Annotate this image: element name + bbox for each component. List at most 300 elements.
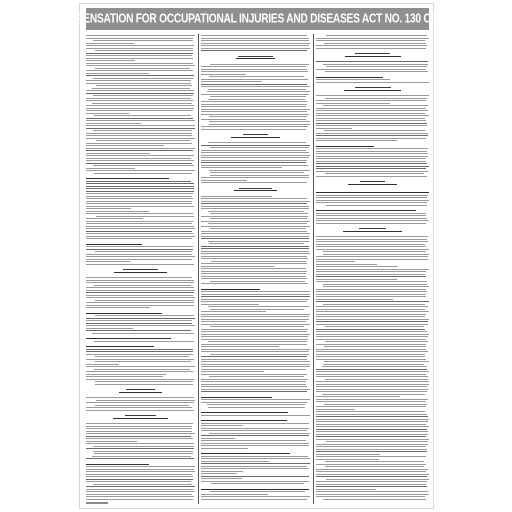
fine-print-line <box>209 76 304 77</box>
fine-print-line <box>316 451 427 452</box>
fine-print-line <box>316 476 427 477</box>
fine-print-line <box>86 80 191 81</box>
fine-print-line <box>86 280 194 281</box>
fine-print-line <box>210 64 309 65</box>
fine-print-line <box>316 414 427 415</box>
fine-print-line <box>94 115 191 116</box>
fine-print-line <box>316 120 426 121</box>
fine-print-line <box>316 406 426 407</box>
fine-print-line <box>316 220 429 221</box>
text-column-2 <box>201 34 310 502</box>
fine-print-line <box>86 297 195 298</box>
fine-print-line <box>316 399 428 400</box>
column-divider <box>198 34 199 504</box>
fine-print-line <box>201 324 310 325</box>
fine-print-line <box>316 148 428 149</box>
fine-print-line <box>316 100 426 101</box>
fine-print-line <box>201 496 310 497</box>
fine-print-line <box>86 221 193 222</box>
fine-print-line <box>86 330 191 331</box>
fine-print-line <box>323 499 426 500</box>
fine-print-line <box>201 314 310 315</box>
fine-print-line <box>201 371 264 372</box>
fine-print-line <box>208 211 305 212</box>
fine-print-line <box>316 431 428 432</box>
fine-print-line <box>209 243 304 244</box>
fine-print-line <box>316 486 427 487</box>
fine-print-line <box>201 428 309 429</box>
fine-print-line <box>316 291 427 292</box>
fine-print-line <box>323 64 428 65</box>
fine-print-line <box>325 341 428 342</box>
fine-print-line <box>239 188 271 189</box>
fine-print-line <box>201 402 307 403</box>
fine-print-line <box>207 404 305 405</box>
fine-print-line <box>86 499 193 500</box>
fine-print-line <box>86 236 195 237</box>
fine-print-line <box>86 123 141 124</box>
fine-print-line <box>201 448 248 449</box>
fine-print-line <box>86 158 191 159</box>
fine-print-line <box>86 354 193 355</box>
fine-print-line <box>86 213 193 214</box>
fine-print-line <box>86 287 194 288</box>
fine-print-line <box>96 400 195 401</box>
fine-print-line <box>95 356 190 357</box>
fine-print-line <box>325 461 424 462</box>
fine-print-line <box>92 103 192 104</box>
fine-print-line <box>316 161 426 162</box>
fine-print-line <box>323 254 429 255</box>
fine-print-line <box>208 306 309 307</box>
fine-print-line <box>86 90 194 91</box>
fine-print-line <box>86 48 193 49</box>
fine-print-line <box>316 484 426 485</box>
fine-print-line <box>323 364 424 365</box>
fine-print-line <box>86 133 192 134</box>
fine-print-line <box>86 231 192 232</box>
fine-print-line <box>316 294 426 295</box>
fine-print-line <box>86 261 130 262</box>
fine-print-line <box>316 339 426 340</box>
fine-print-line <box>95 50 194 51</box>
fine-print-line <box>201 471 243 472</box>
footer-print-note <box>86 502 108 504</box>
fine-print-line <box>316 494 429 495</box>
fine-print-line <box>201 231 307 232</box>
fine-print-line <box>201 40 309 41</box>
fine-print-line <box>316 424 426 425</box>
fine-print-line <box>316 319 429 320</box>
fine-print-line <box>316 168 426 169</box>
fine-print-line <box>210 147 308 148</box>
fine-print-line <box>326 205 427 206</box>
fine-print-line <box>316 218 427 219</box>
fine-print-line <box>201 386 307 387</box>
fine-print-line <box>86 402 194 403</box>
fine-print-line <box>86 45 194 46</box>
fine-print-line <box>316 456 426 457</box>
fine-print-line <box>86 466 195 467</box>
fine-print-line <box>201 71 308 72</box>
fine-print-line <box>316 436 426 437</box>
fine-print-line <box>201 273 306 274</box>
fine-print-line <box>86 374 166 375</box>
fine-print-line <box>201 384 306 385</box>
fine-print-line <box>201 468 309 469</box>
fine-print-line <box>201 162 306 163</box>
fine-print-line <box>316 113 425 114</box>
fine-print-line <box>201 391 307 392</box>
fine-print-line <box>316 354 425 355</box>
fine-print-line <box>201 114 309 115</box>
fine-print-line <box>316 281 427 282</box>
column-divider <box>313 34 314 504</box>
fine-print-line <box>316 491 428 492</box>
fine-print-line <box>86 233 193 234</box>
fine-print-line <box>316 158 426 159</box>
fine-print-line <box>86 226 194 227</box>
fine-print-line <box>86 264 194 265</box>
fine-print-line <box>86 138 195 139</box>
fine-print-line <box>86 259 192 260</box>
fine-print-line <box>201 129 306 130</box>
fine-print-line <box>86 168 135 169</box>
fine-print-line <box>316 269 429 270</box>
fine-print-line <box>316 244 425 245</box>
fine-print-line <box>93 484 192 485</box>
fine-print-line <box>86 292 194 293</box>
fine-print-line <box>209 121 310 122</box>
poster-title: COMPENSATION FOR OCCUPATIONAL INJURIES AND DISEASES ACT NO. 130 OF 1993 <box>53 12 462 26</box>
fine-print-line <box>209 116 307 117</box>
fine-print-line <box>316 128 352 129</box>
fine-print-line <box>201 206 309 207</box>
fine-print-line <box>316 396 400 397</box>
fine-print-line <box>316 474 429 475</box>
fine-print-line <box>86 364 119 365</box>
fine-print-line <box>316 197 427 198</box>
fine-print-line <box>201 253 310 254</box>
fine-print-line <box>316 289 426 290</box>
fine-print-line <box>201 167 282 168</box>
fine-print-line <box>201 440 306 441</box>
fine-print-line <box>201 435 309 436</box>
fine-print-line <box>316 140 397 141</box>
fine-print-line <box>86 320 192 321</box>
fine-print-line <box>201 196 272 197</box>
fine-print-line <box>316 371 429 372</box>
fine-print-line <box>86 471 195 472</box>
fine-print-line <box>210 354 309 355</box>
fine-print-line <box>316 419 429 420</box>
fine-print-line <box>316 45 427 46</box>
fine-print-line <box>93 451 194 452</box>
fine-print-line <box>86 208 131 209</box>
fine-print-line <box>210 175 309 176</box>
fine-print-line <box>86 302 194 303</box>
fine-print-line <box>86 206 194 207</box>
fine-print-line <box>201 35 307 36</box>
fine-print-line <box>201 263 307 264</box>
fine-print-line <box>316 38 429 39</box>
fine-print-line <box>86 379 194 380</box>
fine-print-line <box>355 87 391 88</box>
fine-print-line <box>316 77 383 78</box>
fine-print-line <box>210 218 307 219</box>
fine-print-line <box>316 151 427 152</box>
fine-print-line <box>86 318 195 319</box>
fine-print-line <box>86 60 135 61</box>
fine-print-line <box>201 101 307 102</box>
fine-print-line <box>201 301 307 302</box>
fine-print-line <box>201 466 307 467</box>
fine-print-line <box>201 258 308 259</box>
fine-print-line <box>86 155 194 156</box>
fine-print-line <box>86 469 194 470</box>
fine-print-line <box>86 145 164 146</box>
fine-print-line <box>209 376 304 377</box>
fine-print-line <box>316 276 426 277</box>
fine-print-line <box>316 163 427 164</box>
fine-print-line <box>325 326 425 327</box>
fine-print-line <box>86 105 194 106</box>
fine-print-line <box>201 499 307 500</box>
fine-print-line <box>86 238 192 239</box>
fine-print-line <box>92 88 189 89</box>
fine-print-line <box>316 264 377 265</box>
fine-print-line <box>95 384 193 385</box>
fine-print-line <box>326 479 429 480</box>
fine-print-line <box>316 384 429 385</box>
fine-print-line <box>201 283 308 284</box>
fine-print-line <box>316 261 355 262</box>
fine-print-line <box>201 182 307 183</box>
fine-print-line <box>316 123 427 124</box>
fine-print-line <box>201 458 310 459</box>
fine-print-line <box>201 366 310 367</box>
fine-print-line <box>93 165 194 166</box>
fine-print-line <box>86 407 192 408</box>
fine-print-line <box>316 314 426 315</box>
fine-print-line <box>316 381 429 382</box>
fine-print-line <box>316 279 397 280</box>
fine-print-line <box>86 108 194 109</box>
text-column-3 <box>316 34 429 502</box>
fine-print-line <box>86 193 193 194</box>
fine-print-line <box>201 445 309 446</box>
fine-print-line <box>316 138 426 139</box>
fine-print-line <box>201 256 307 257</box>
fine-print-line <box>210 213 308 214</box>
fine-print-line <box>123 269 159 270</box>
fine-print-line <box>201 489 309 490</box>
fine-print-line <box>86 438 193 439</box>
fine-print-line <box>316 386 427 387</box>
fine-print-line <box>201 238 309 239</box>
fine-print-line <box>201 374 307 375</box>
fine-print-line <box>201 198 307 199</box>
fine-print-line <box>86 198 193 199</box>
fine-print-line <box>316 223 426 224</box>
fine-print-line <box>316 324 428 325</box>
fine-print-line <box>316 411 425 412</box>
fine-print-line <box>201 481 309 482</box>
fine-print-line <box>86 188 194 189</box>
fine-print-line <box>201 48 310 49</box>
fine-print-line <box>316 274 425 275</box>
fine-print-line <box>316 146 374 147</box>
fine-print-line <box>316 334 429 335</box>
fine-print-line <box>86 65 195 66</box>
fine-print-line <box>201 246 309 247</box>
fine-print-line <box>201 221 310 222</box>
fine-print-line <box>201 369 306 370</box>
fine-print-line <box>201 50 307 51</box>
fine-print-line <box>316 241 428 242</box>
fine-print-line <box>324 130 425 131</box>
fine-print-line <box>86 496 194 497</box>
fine-print-line <box>94 341 194 342</box>
fine-print-line <box>86 160 194 161</box>
fine-print-line <box>324 361 429 362</box>
fine-print-line <box>86 100 193 101</box>
fine-print-line <box>210 96 306 97</box>
fine-print-line <box>95 315 194 316</box>
fine-print-line <box>325 466 424 467</box>
fine-print-line <box>86 436 191 437</box>
fine-print-line <box>316 401 426 402</box>
fine-print-line <box>86 491 194 492</box>
fine-print-line <box>201 456 308 457</box>
fine-print-line <box>86 43 134 44</box>
fine-print-line <box>201 329 308 330</box>
fine-print-line <box>201 339 308 340</box>
fine-print-line <box>201 155 310 156</box>
fine-print-line <box>316 215 426 216</box>
title-banner <box>53 8 462 30</box>
fine-print-line <box>201 296 310 297</box>
fine-print-line <box>86 53 193 54</box>
fine-print-line <box>86 249 193 250</box>
fine-print-line <box>201 316 309 317</box>
fine-print-line <box>86 256 195 257</box>
fine-print-line <box>316 329 425 330</box>
fine-print-line <box>201 412 288 413</box>
fine-print-line <box>316 306 428 307</box>
fine-print-line <box>86 476 193 477</box>
fine-print-line <box>86 63 193 64</box>
fine-print-line <box>316 115 429 116</box>
fine-print-line <box>201 104 307 105</box>
fine-print-line <box>95 381 194 382</box>
fine-print-line <box>201 473 237 474</box>
fine-print-line <box>86 359 194 360</box>
fine-print-line <box>201 276 306 277</box>
fine-print-line <box>86 186 194 187</box>
fine-print-line <box>316 108 426 109</box>
fine-print-line <box>201 43 310 44</box>
fine-print-line <box>208 241 309 242</box>
fine-print-line <box>316 153 428 154</box>
fine-print-line <box>208 407 305 408</box>
fine-print-line <box>86 431 192 432</box>
fine-print-line <box>86 70 193 71</box>
fine-print-line <box>201 346 279 347</box>
fine-print-line <box>86 246 193 247</box>
fine-print-line <box>86 75 194 76</box>
fine-print-line <box>86 113 129 114</box>
fine-print-line <box>316 454 380 455</box>
fine-print-line <box>201 430 307 431</box>
fine-print-line <box>201 236 309 237</box>
fine-print-line <box>236 58 275 59</box>
fine-print-line <box>86 120 195 121</box>
fine-print-line <box>316 376 428 377</box>
fine-print-line <box>316 213 426 214</box>
fine-print-line <box>93 446 194 447</box>
fine-print-line <box>326 66 427 67</box>
fine-print-line <box>125 415 156 416</box>
fine-print-line <box>209 124 310 125</box>
fine-print-line <box>86 143 192 144</box>
fine-print-line <box>211 483 305 484</box>
fine-print-line <box>86 178 169 179</box>
fine-print-line <box>210 172 304 173</box>
fine-print-line <box>231 137 279 138</box>
fine-print-line <box>316 301 429 302</box>
fine-print-line <box>201 476 309 477</box>
fine-print-line <box>316 351 428 352</box>
fine-print-line <box>323 251 427 252</box>
fine-print-line <box>201 177 309 178</box>
fine-print-line <box>86 128 195 129</box>
fine-print-line <box>348 184 397 185</box>
fine-print-line <box>324 43 426 44</box>
fine-print-line <box>201 86 310 87</box>
fine-print-line <box>325 71 428 72</box>
fine-print-line <box>201 291 310 292</box>
fine-print-line <box>201 94 309 95</box>
fine-print-line <box>208 341 307 342</box>
fine-print-line <box>201 289 260 290</box>
fine-print-line <box>316 471 426 472</box>
fine-print-line <box>355 53 390 54</box>
fine-print-line <box>201 126 308 127</box>
fine-print-line <box>86 135 192 136</box>
fine-print-line <box>238 56 274 57</box>
fine-print-line <box>86 433 195 434</box>
fine-print-line <box>86 481 191 482</box>
fine-print-line <box>201 443 309 444</box>
fine-print-line <box>94 173 192 174</box>
fine-print-line <box>96 216 195 217</box>
fine-print-line <box>207 91 310 92</box>
fine-print-line <box>201 216 308 217</box>
fine-print-line <box>86 443 194 444</box>
fine-print-line <box>201 334 310 335</box>
fine-print-line <box>316 449 427 450</box>
fine-print-line <box>86 479 193 480</box>
fine-print-line <box>316 266 398 267</box>
fine-print-line <box>94 369 190 370</box>
fine-print-line <box>316 344 426 345</box>
fine-print-line <box>316 374 426 375</box>
fine-print-line <box>201 251 309 252</box>
fine-print-line <box>86 38 193 39</box>
fine-print-line <box>323 284 427 285</box>
fine-print-line <box>86 183 194 184</box>
